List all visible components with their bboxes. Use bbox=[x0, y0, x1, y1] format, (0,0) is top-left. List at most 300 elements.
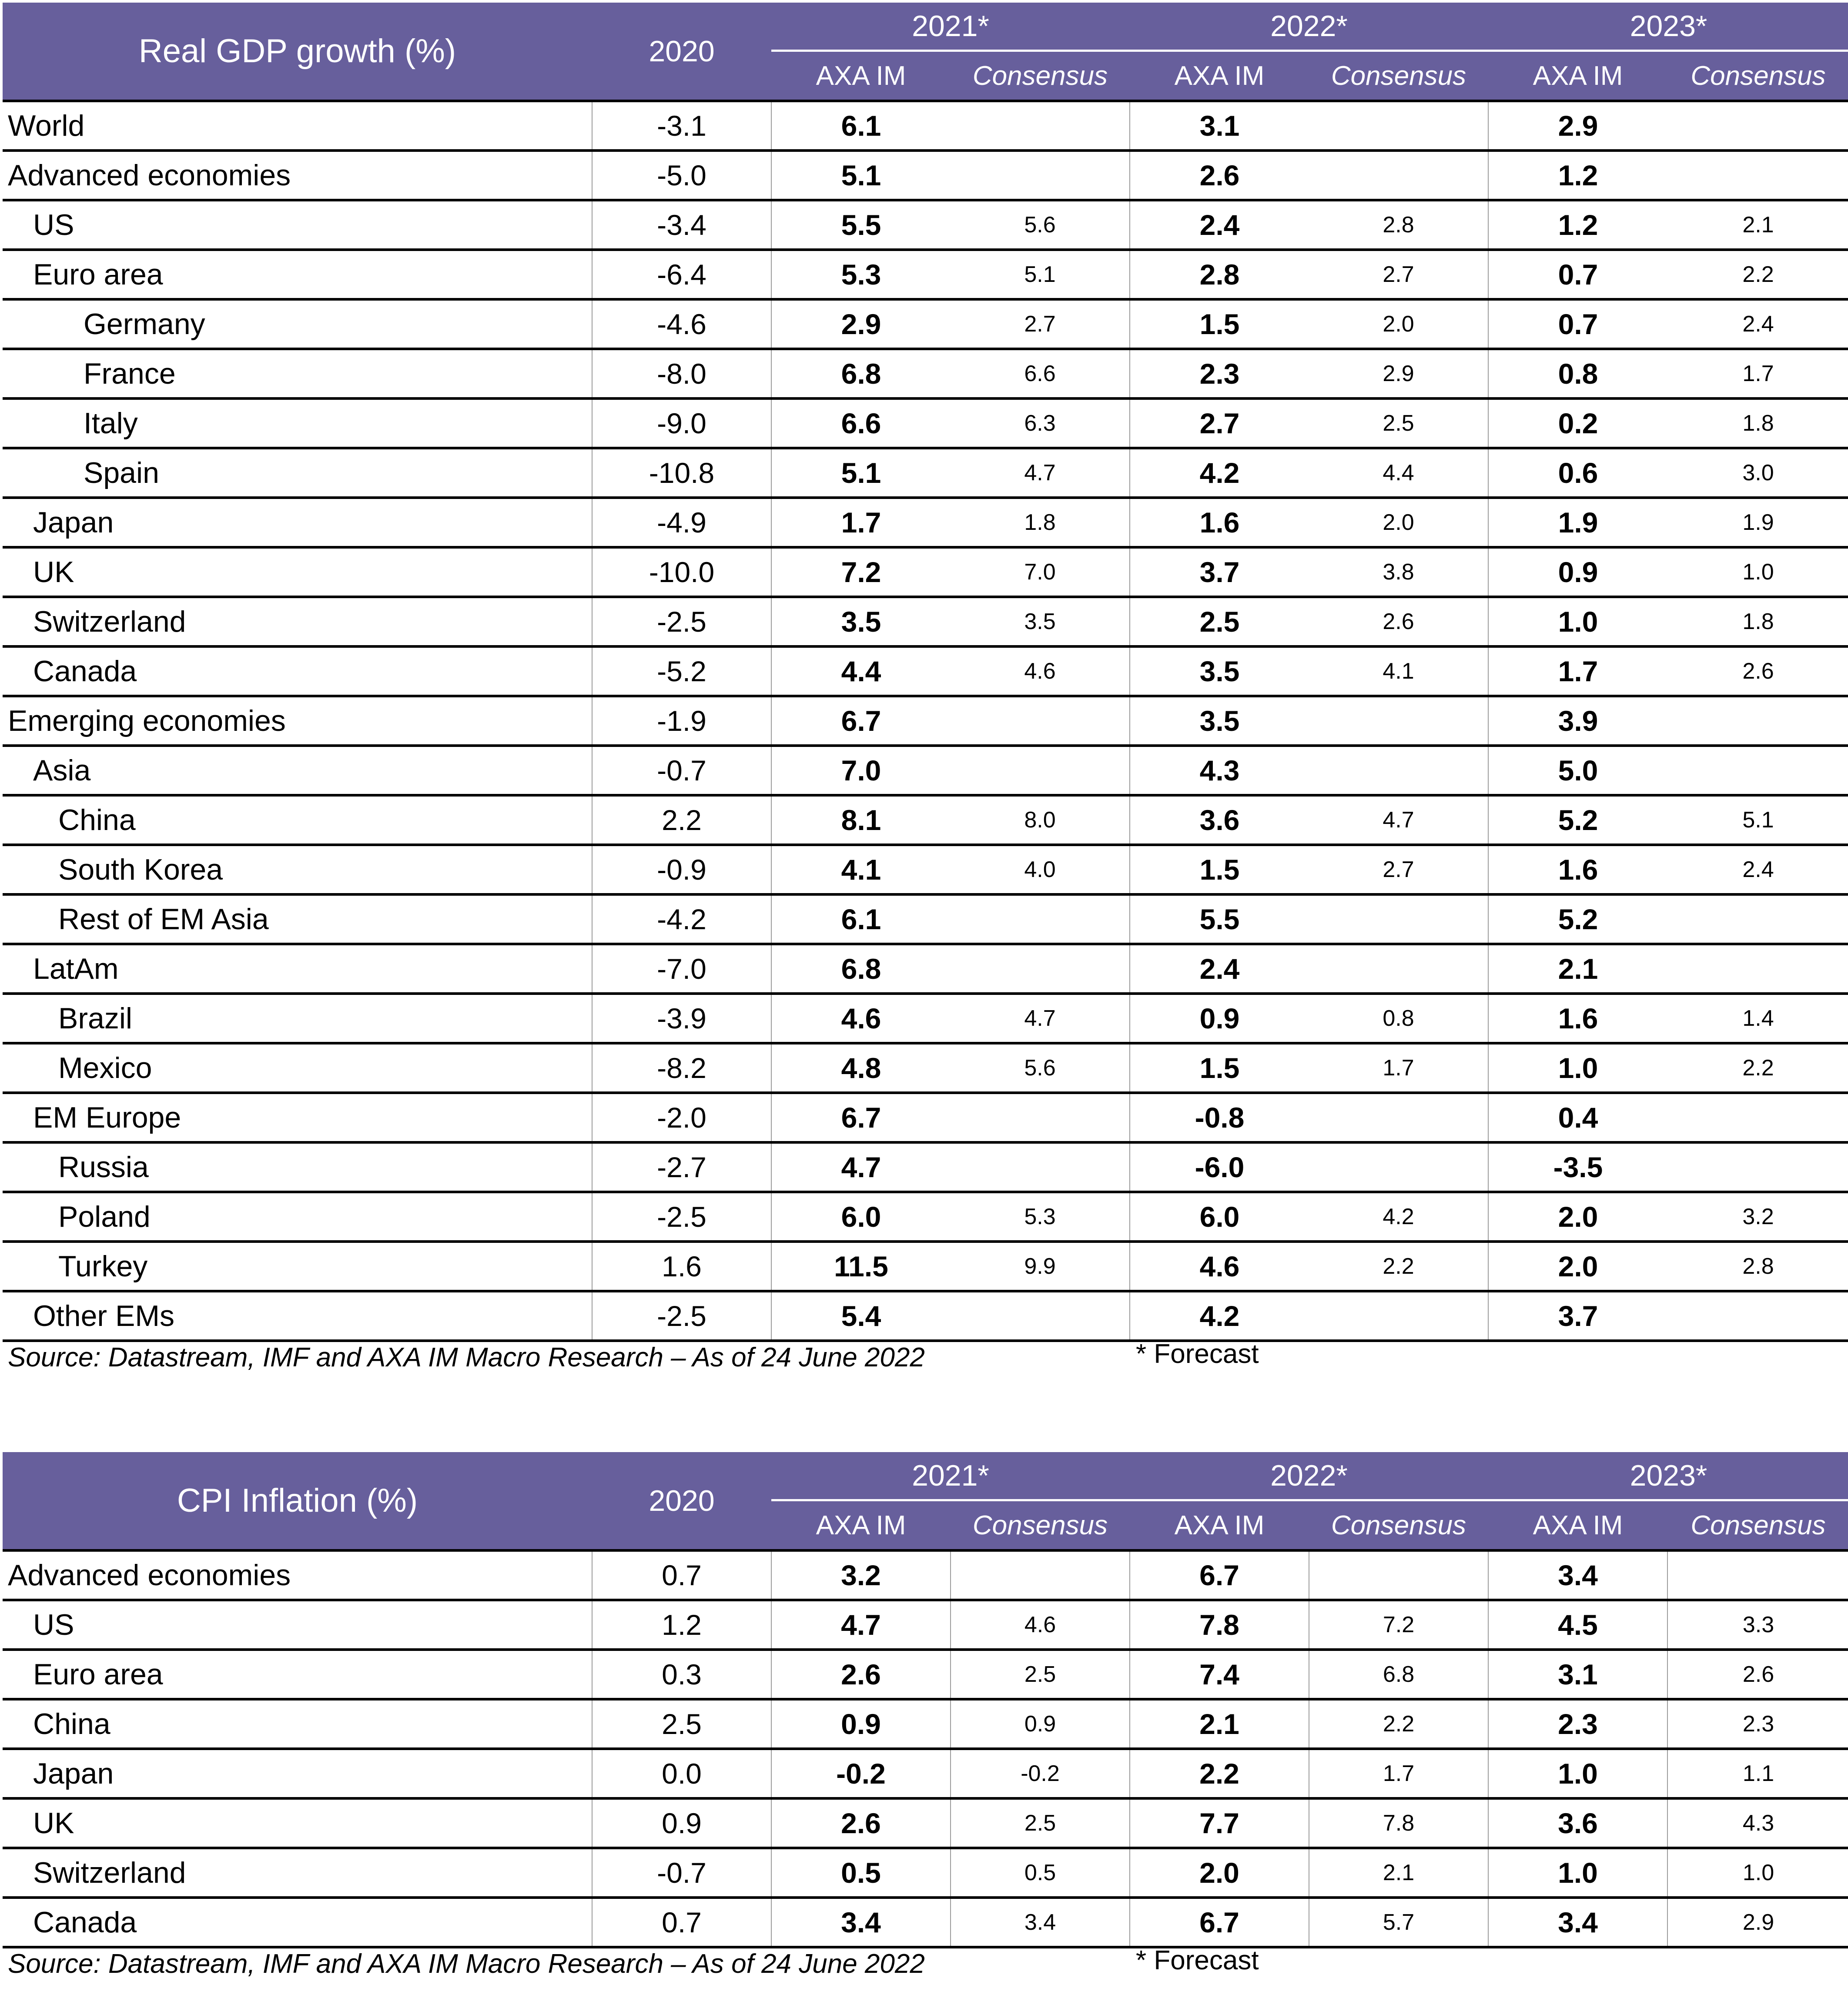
row-label: South Korea bbox=[3, 845, 592, 894]
axa-2022: 2.5 bbox=[1130, 597, 1309, 646]
consensus-2022: 2.8 bbox=[1309, 200, 1488, 250]
value-2020: -0.7 bbox=[592, 746, 771, 795]
value-2020: -8.0 bbox=[592, 349, 771, 398]
axa-2021: 5.3 bbox=[771, 250, 951, 299]
value-2020: 1.6 bbox=[592, 1242, 771, 1291]
axa-2022: -0.8 bbox=[1130, 1093, 1309, 1142]
cpi-source-note: Source: Datastream, IMF and AXA IM Macro Research – As of 24 June 2022 bbox=[8, 1949, 925, 1979]
axa-2023: 3.6 bbox=[1488, 1798, 1667, 1848]
cpi-year-2021: 2021* bbox=[771, 1452, 1130, 1500]
cpi-year-2023: 2023* bbox=[1488, 1452, 1848, 1500]
row-label: Rest of EM Asia bbox=[3, 894, 592, 944]
consensus-2022: 4.2 bbox=[1309, 1192, 1488, 1242]
consensus-2023: 2.4 bbox=[1667, 845, 1848, 894]
gdp-sub-consensus-2022: Consensus bbox=[1309, 51, 1488, 101]
value-2020: -5.2 bbox=[592, 646, 771, 696]
axa-2022: 1.5 bbox=[1130, 1043, 1309, 1093]
row-label: LatAm bbox=[3, 944, 592, 994]
axa-2022: 7.8 bbox=[1130, 1600, 1309, 1650]
consensus-2021 bbox=[951, 1093, 1130, 1142]
axa-2022: 2.4 bbox=[1130, 200, 1309, 250]
axa-2023: 5.2 bbox=[1488, 894, 1667, 944]
axa-2022: 4.6 bbox=[1130, 1242, 1309, 1291]
consensus-2022: 7.2 bbox=[1309, 1600, 1488, 1650]
table-row bbox=[3, 646, 1848, 696]
table-row bbox=[3, 944, 1848, 994]
axa-2022: -6.0 bbox=[1130, 1142, 1309, 1192]
table-row bbox=[3, 398, 1848, 448]
table-row bbox=[3, 151, 1848, 200]
consensus-2023: 5.1 bbox=[1667, 795, 1848, 845]
axa-2021: 7.2 bbox=[771, 547, 951, 597]
consensus-2023 bbox=[1667, 1291, 1848, 1341]
table-row bbox=[3, 1192, 1848, 1242]
value-2020: -2.0 bbox=[592, 1093, 771, 1142]
consensus-2021: 5.3 bbox=[951, 1192, 1130, 1242]
axa-2022: 4.2 bbox=[1130, 448, 1309, 498]
consensus-2021: 4.7 bbox=[951, 994, 1130, 1043]
row-label: China bbox=[3, 1699, 592, 1749]
consensus-2022: 2.1 bbox=[1309, 1848, 1488, 1898]
axa-2021: 2.6 bbox=[771, 1798, 951, 1848]
axa-2021: 5.4 bbox=[771, 1291, 951, 1341]
axa-2021: 4.1 bbox=[771, 845, 951, 894]
value-2020: -0.9 bbox=[592, 845, 771, 894]
axa-2023: 1.2 bbox=[1488, 151, 1667, 200]
axa-2023: 3.1 bbox=[1488, 1650, 1667, 1699]
table-row bbox=[3, 597, 1848, 646]
consensus-2021 bbox=[951, 746, 1130, 795]
consensus-2022 bbox=[1309, 101, 1488, 151]
gdp-table-section bbox=[3, 3, 1848, 1377]
axa-2021: 6.7 bbox=[771, 696, 951, 746]
consensus-2022: 2.0 bbox=[1309, 498, 1488, 547]
consensus-2021: 6.6 bbox=[951, 349, 1130, 398]
consensus-2022: 2.9 bbox=[1309, 349, 1488, 398]
value-2020: -3.4 bbox=[592, 200, 771, 250]
axa-2022: 3.6 bbox=[1130, 795, 1309, 845]
axa-2023: 2.9 bbox=[1488, 101, 1667, 151]
value-2020: -7.0 bbox=[592, 944, 771, 994]
consensus-2023: 2.8 bbox=[1667, 1242, 1848, 1291]
table-row bbox=[3, 845, 1848, 894]
value-2020: -6.4 bbox=[592, 250, 771, 299]
consensus-2022: 1.7 bbox=[1309, 1043, 1488, 1093]
axa-2022: 2.3 bbox=[1130, 349, 1309, 398]
consensus-2023 bbox=[1667, 944, 1848, 994]
consensus-2023: 3.3 bbox=[1667, 1600, 1848, 1650]
consensus-2023: 3.2 bbox=[1667, 1192, 1848, 1242]
consensus-2021 bbox=[951, 696, 1130, 746]
axa-2021: -0.2 bbox=[771, 1749, 951, 1798]
row-label: Italy bbox=[3, 398, 592, 448]
consensus-2023 bbox=[1667, 1142, 1848, 1192]
axa-2022: 2.1 bbox=[1130, 1699, 1309, 1749]
row-label: Japan bbox=[3, 1749, 592, 1798]
axa-2023: 1.6 bbox=[1488, 845, 1667, 894]
axa-2021: 3.4 bbox=[771, 1898, 951, 1947]
table-row bbox=[3, 250, 1848, 299]
axa-2021: 6.8 bbox=[771, 349, 951, 398]
gdp-sub-axa-2022: AXA IM bbox=[1130, 51, 1309, 101]
value-2020: 0.7 bbox=[592, 1898, 771, 1947]
consensus-2023 bbox=[1667, 696, 1848, 746]
table-row bbox=[3, 1650, 1848, 1699]
value-2020: -3.1 bbox=[592, 101, 771, 151]
axa-2021: 5.5 bbox=[771, 200, 951, 250]
consensus-2021: 4.0 bbox=[951, 845, 1130, 894]
row-label: Russia bbox=[3, 1142, 592, 1192]
table-row bbox=[3, 1699, 1848, 1749]
cpi-sub-axa-2021: AXA IM bbox=[771, 1500, 951, 1551]
row-label: Switzerland bbox=[3, 597, 592, 646]
gdp-col-2020: 2020 bbox=[592, 3, 771, 101]
row-label: UK bbox=[3, 1798, 592, 1848]
consensus-2023: 1.9 bbox=[1667, 498, 1848, 547]
consensus-2021 bbox=[951, 151, 1130, 200]
consensus-2021 bbox=[951, 894, 1130, 944]
axa-2021: 1.7 bbox=[771, 498, 951, 547]
value-2020: -4.9 bbox=[592, 498, 771, 547]
axa-2023: 5.2 bbox=[1488, 795, 1667, 845]
cpi-footer bbox=[3, 1945, 1848, 1983]
consensus-2021: 1.8 bbox=[951, 498, 1130, 547]
gdp-table-title: Real GDP growth (%) bbox=[3, 3, 592, 101]
axa-2023: 2.0 bbox=[1488, 1242, 1667, 1291]
value-2020: -2.5 bbox=[592, 1192, 771, 1242]
gdp-year-2021: 2021* bbox=[771, 3, 1130, 51]
row-label: France bbox=[3, 349, 592, 398]
gdp-sub-consensus-2023: Consensus bbox=[1667, 51, 1848, 101]
consensus-2023 bbox=[1667, 1550, 1848, 1600]
axa-2021: 3.5 bbox=[771, 597, 951, 646]
row-label: Canada bbox=[3, 1898, 592, 1947]
table-row bbox=[3, 1848, 1848, 1898]
consensus-2022: 2.2 bbox=[1309, 1242, 1488, 1291]
consensus-2023: 2.2 bbox=[1667, 250, 1848, 299]
value-2020: -2.5 bbox=[592, 597, 771, 646]
axa-2023: 0.2 bbox=[1488, 398, 1667, 448]
consensus-2022: 6.8 bbox=[1309, 1650, 1488, 1699]
gdp-sub-consensus-2021: Consensus bbox=[951, 51, 1130, 101]
consensus-2023: 1.8 bbox=[1667, 597, 1848, 646]
consensus-2022 bbox=[1309, 1142, 1488, 1192]
table-row bbox=[3, 101, 1848, 151]
cpi-sub-consensus-2023: Consensus bbox=[1667, 1500, 1848, 1551]
row-label: Asia bbox=[3, 746, 592, 795]
consensus-2023 bbox=[1667, 151, 1848, 200]
consensus-2021 bbox=[951, 1142, 1130, 1192]
axa-2022: 3.7 bbox=[1130, 547, 1309, 597]
axa-2023: 2.1 bbox=[1488, 944, 1667, 994]
consensus-2023: 2.6 bbox=[1667, 646, 1848, 696]
cpi-forecast-note: * Forecast bbox=[1136, 1945, 1259, 1975]
cpi-sub-axa-2023: AXA IM bbox=[1488, 1500, 1667, 1551]
row-label: US bbox=[3, 1600, 592, 1650]
axa-2022: 3.5 bbox=[1130, 696, 1309, 746]
axa-2022: 6.7 bbox=[1130, 1550, 1309, 1600]
table-row bbox=[3, 746, 1848, 795]
table-row bbox=[3, 1898, 1848, 1947]
axa-2021: 6.1 bbox=[771, 101, 951, 151]
table-row bbox=[3, 1093, 1848, 1142]
row-label: UK bbox=[3, 547, 592, 597]
table-row bbox=[3, 1291, 1848, 1341]
consensus-2023: 2.6 bbox=[1667, 1650, 1848, 1699]
axa-2023: 3.9 bbox=[1488, 696, 1667, 746]
table-row bbox=[3, 547, 1848, 597]
value-2020: 0.0 bbox=[592, 1749, 771, 1798]
consensus-2023: 4.3 bbox=[1667, 1798, 1848, 1848]
axa-2021: 2.9 bbox=[771, 299, 951, 349]
gdp-footer bbox=[3, 1339, 1848, 1377]
axa-2021: 11.5 bbox=[771, 1242, 951, 1291]
consensus-2021 bbox=[951, 944, 1130, 994]
axa-2021: 0.5 bbox=[771, 1848, 951, 1898]
row-label: World bbox=[3, 101, 592, 151]
gdp-sub-axa-2023: AXA IM bbox=[1488, 51, 1667, 101]
gdp-forecast-note: * Forecast bbox=[1136, 1339, 1259, 1369]
value-2020: 0.7 bbox=[592, 1550, 771, 1600]
cpi-table-body bbox=[3, 1550, 1848, 1947]
axa-2021: 6.1 bbox=[771, 894, 951, 944]
axa-2023: 0.9 bbox=[1488, 547, 1667, 597]
axa-2023: 2.0 bbox=[1488, 1192, 1667, 1242]
gdp-year-2023: 2023* bbox=[1488, 3, 1848, 51]
consensus-2021: 2.5 bbox=[951, 1798, 1130, 1848]
row-label: Advanced economies bbox=[3, 1550, 592, 1600]
axa-2022: 2.8 bbox=[1130, 250, 1309, 299]
value-2020: -9.0 bbox=[592, 398, 771, 448]
axa-2022: 3.1 bbox=[1130, 101, 1309, 151]
table-row bbox=[3, 1043, 1848, 1093]
consensus-2022: 2.5 bbox=[1309, 398, 1488, 448]
consensus-2022 bbox=[1309, 1550, 1488, 1600]
consensus-2023: 1.8 bbox=[1667, 398, 1848, 448]
gdp-table-body bbox=[3, 101, 1848, 1341]
gdp-table bbox=[3, 3, 1848, 1342]
consensus-2023: 1.1 bbox=[1667, 1749, 1848, 1798]
row-label: Advanced economies bbox=[3, 151, 592, 200]
axa-2021: 6.7 bbox=[771, 1093, 951, 1142]
table-row bbox=[3, 448, 1848, 498]
value-2020: -1.9 bbox=[592, 696, 771, 746]
consensus-2021: 0.9 bbox=[951, 1699, 1130, 1749]
consensus-2023: 1.7 bbox=[1667, 349, 1848, 398]
consensus-2021: 4.7 bbox=[951, 448, 1130, 498]
axa-2021: 3.2 bbox=[771, 1550, 951, 1600]
row-label: Other EMs bbox=[3, 1291, 592, 1341]
consensus-2022 bbox=[1309, 746, 1488, 795]
consensus-2021 bbox=[951, 101, 1130, 151]
consensus-2023: 1.4 bbox=[1667, 994, 1848, 1043]
value-2020: -4.2 bbox=[592, 894, 771, 944]
consensus-2021: 5.6 bbox=[951, 200, 1130, 250]
axa-2021: 4.8 bbox=[771, 1043, 951, 1093]
row-label: Poland bbox=[3, 1192, 592, 1242]
table-row bbox=[3, 1798, 1848, 1848]
consensus-2022 bbox=[1309, 1291, 1488, 1341]
axa-2021: 7.0 bbox=[771, 746, 951, 795]
row-label: US bbox=[3, 200, 592, 250]
row-label: Euro area bbox=[3, 1650, 592, 1699]
row-label: Turkey bbox=[3, 1242, 592, 1291]
consensus-2022: 7.8 bbox=[1309, 1798, 1488, 1848]
row-label: Emerging economies bbox=[3, 696, 592, 746]
value-2020: -4.6 bbox=[592, 299, 771, 349]
consensus-2022: 4.4 bbox=[1309, 448, 1488, 498]
axa-2022: 5.5 bbox=[1130, 894, 1309, 944]
consensus-2022: 5.7 bbox=[1309, 1898, 1488, 1947]
axa-2023: 0.8 bbox=[1488, 349, 1667, 398]
consensus-2022: 3.8 bbox=[1309, 547, 1488, 597]
value-2020: -5.0 bbox=[592, 151, 771, 200]
table-row bbox=[3, 200, 1848, 250]
axa-2022: 7.7 bbox=[1130, 1798, 1309, 1848]
axa-2021: 6.6 bbox=[771, 398, 951, 448]
row-label: Brazil bbox=[3, 994, 592, 1043]
row-label: Canada bbox=[3, 646, 592, 696]
axa-2022: 6.7 bbox=[1130, 1898, 1309, 1947]
cpi-sub-axa-2022: AXA IM bbox=[1130, 1500, 1309, 1551]
table-row bbox=[3, 1749, 1848, 1798]
consensus-2022: 1.7 bbox=[1309, 1749, 1488, 1798]
row-label: Euro area bbox=[3, 250, 592, 299]
consensus-2021: 5.6 bbox=[951, 1043, 1130, 1093]
gdp-sub-axa-2021: AXA IM bbox=[771, 51, 951, 101]
table-row bbox=[3, 1142, 1848, 1192]
axa-2021: 2.6 bbox=[771, 1650, 951, 1699]
axa-2021: 5.1 bbox=[771, 448, 951, 498]
row-label: China bbox=[3, 795, 592, 845]
axa-2022: 4.2 bbox=[1130, 1291, 1309, 1341]
axa-2023: 1.6 bbox=[1488, 994, 1667, 1043]
consensus-2023: 2.2 bbox=[1667, 1043, 1848, 1093]
gdp-source-note: Source: Datastream, IMF and AXA IM Macro Research – As of 24 June 2022 bbox=[8, 1342, 925, 1372]
value-2020: 1.2 bbox=[592, 1600, 771, 1650]
value-2020: -2.7 bbox=[592, 1142, 771, 1192]
axa-2022: 2.6 bbox=[1130, 151, 1309, 200]
consensus-2021: -0.2 bbox=[951, 1749, 1130, 1798]
axa-2022: 1.5 bbox=[1130, 845, 1309, 894]
consensus-2022 bbox=[1309, 1093, 1488, 1142]
consensus-2023: 1.0 bbox=[1667, 1848, 1848, 1898]
value-2020: 2.2 bbox=[592, 795, 771, 845]
table-row bbox=[3, 1600, 1848, 1650]
axa-2021: 8.1 bbox=[771, 795, 951, 845]
consensus-2021: 2.5 bbox=[951, 1650, 1130, 1699]
axa-2022: 1.5 bbox=[1130, 299, 1309, 349]
axa-2022: 2.4 bbox=[1130, 944, 1309, 994]
consensus-2022: 4.7 bbox=[1309, 795, 1488, 845]
cpi-table-title: CPI Inflation (%) bbox=[3, 1452, 592, 1550]
cpi-sub-consensus-2022: Consensus bbox=[1309, 1500, 1488, 1551]
axa-2023: 1.9 bbox=[1488, 498, 1667, 547]
axa-2023: 1.0 bbox=[1488, 597, 1667, 646]
cpi-sub-consensus-2021: Consensus bbox=[951, 1500, 1130, 1551]
axa-2021: 6.8 bbox=[771, 944, 951, 994]
cpi-year-2022: 2022* bbox=[1130, 1452, 1488, 1500]
consensus-2022 bbox=[1309, 894, 1488, 944]
axa-2021: 0.9 bbox=[771, 1699, 951, 1749]
axa-2023: 4.5 bbox=[1488, 1600, 1667, 1650]
consensus-2021: 3.4 bbox=[951, 1898, 1130, 1947]
table-row bbox=[3, 299, 1848, 349]
consensus-2022: 4.1 bbox=[1309, 646, 1488, 696]
consensus-2023: 2.9 bbox=[1667, 1898, 1848, 1947]
row-label: Switzerland bbox=[3, 1848, 592, 1898]
table-row bbox=[3, 498, 1848, 547]
row-label: Germany bbox=[3, 299, 592, 349]
axa-2021: 4.6 bbox=[771, 994, 951, 1043]
consensus-2023 bbox=[1667, 1093, 1848, 1142]
axa-2022: 2.0 bbox=[1130, 1848, 1309, 1898]
table-row bbox=[3, 894, 1848, 944]
value-2020: 2.5 bbox=[592, 1699, 771, 1749]
axa-2023: 1.2 bbox=[1488, 200, 1667, 250]
axa-2023: 1.0 bbox=[1488, 1749, 1667, 1798]
consensus-2021: 9.9 bbox=[951, 1242, 1130, 1291]
consensus-2023 bbox=[1667, 894, 1848, 944]
consensus-2022: 2.2 bbox=[1309, 1699, 1488, 1749]
consensus-2023: 2.3 bbox=[1667, 1699, 1848, 1749]
table-row bbox=[3, 1242, 1848, 1291]
axa-2023: 0.7 bbox=[1488, 299, 1667, 349]
consensus-2022 bbox=[1309, 944, 1488, 994]
axa-2023: 0.6 bbox=[1488, 448, 1667, 498]
gdp-year-2022: 2022* bbox=[1130, 3, 1488, 51]
axa-2021: 4.7 bbox=[771, 1600, 951, 1650]
axa-2023: 0.7 bbox=[1488, 250, 1667, 299]
value-2020: -10.8 bbox=[592, 448, 771, 498]
axa-2022: 2.2 bbox=[1130, 1749, 1309, 1798]
value-2020: -0.7 bbox=[592, 1848, 771, 1898]
row-label: EM Europe bbox=[3, 1093, 592, 1142]
consensus-2021: 7.0 bbox=[951, 547, 1130, 597]
axa-2023: 2.3 bbox=[1488, 1699, 1667, 1749]
consensus-2023 bbox=[1667, 101, 1848, 151]
cpi-col-2020: 2020 bbox=[592, 1452, 771, 1550]
axa-2022: 7.4 bbox=[1130, 1650, 1309, 1699]
value-2020: -8.2 bbox=[592, 1043, 771, 1093]
consensus-2023: 3.0 bbox=[1667, 448, 1848, 498]
table-row bbox=[3, 696, 1848, 746]
axa-2021: 4.7 bbox=[771, 1142, 951, 1192]
consensus-2021: 6.3 bbox=[951, 398, 1130, 448]
table-row bbox=[3, 994, 1848, 1043]
axa-2022: 0.9 bbox=[1130, 994, 1309, 1043]
consensus-2021: 4.6 bbox=[951, 646, 1130, 696]
consensus-2021 bbox=[951, 1291, 1130, 1341]
consensus-2022 bbox=[1309, 151, 1488, 200]
consensus-2022: 2.7 bbox=[1309, 845, 1488, 894]
consensus-2021: 4.6 bbox=[951, 1600, 1130, 1650]
row-label: Japan bbox=[3, 498, 592, 547]
axa-2021: 6.0 bbox=[771, 1192, 951, 1242]
row-label: Spain bbox=[3, 448, 592, 498]
consensus-2023: 1.0 bbox=[1667, 547, 1848, 597]
axa-2022: 6.0 bbox=[1130, 1192, 1309, 1242]
axa-2023: 3.4 bbox=[1488, 1550, 1667, 1600]
value-2020: -3.9 bbox=[592, 994, 771, 1043]
consensus-2021: 3.5 bbox=[951, 597, 1130, 646]
consensus-2022: 2.7 bbox=[1309, 250, 1488, 299]
cpi-table bbox=[3, 1452, 1848, 1948]
axa-2023: 0.4 bbox=[1488, 1093, 1667, 1142]
consensus-2021: 0.5 bbox=[951, 1848, 1130, 1898]
table-row bbox=[3, 795, 1848, 845]
consensus-2023 bbox=[1667, 746, 1848, 795]
